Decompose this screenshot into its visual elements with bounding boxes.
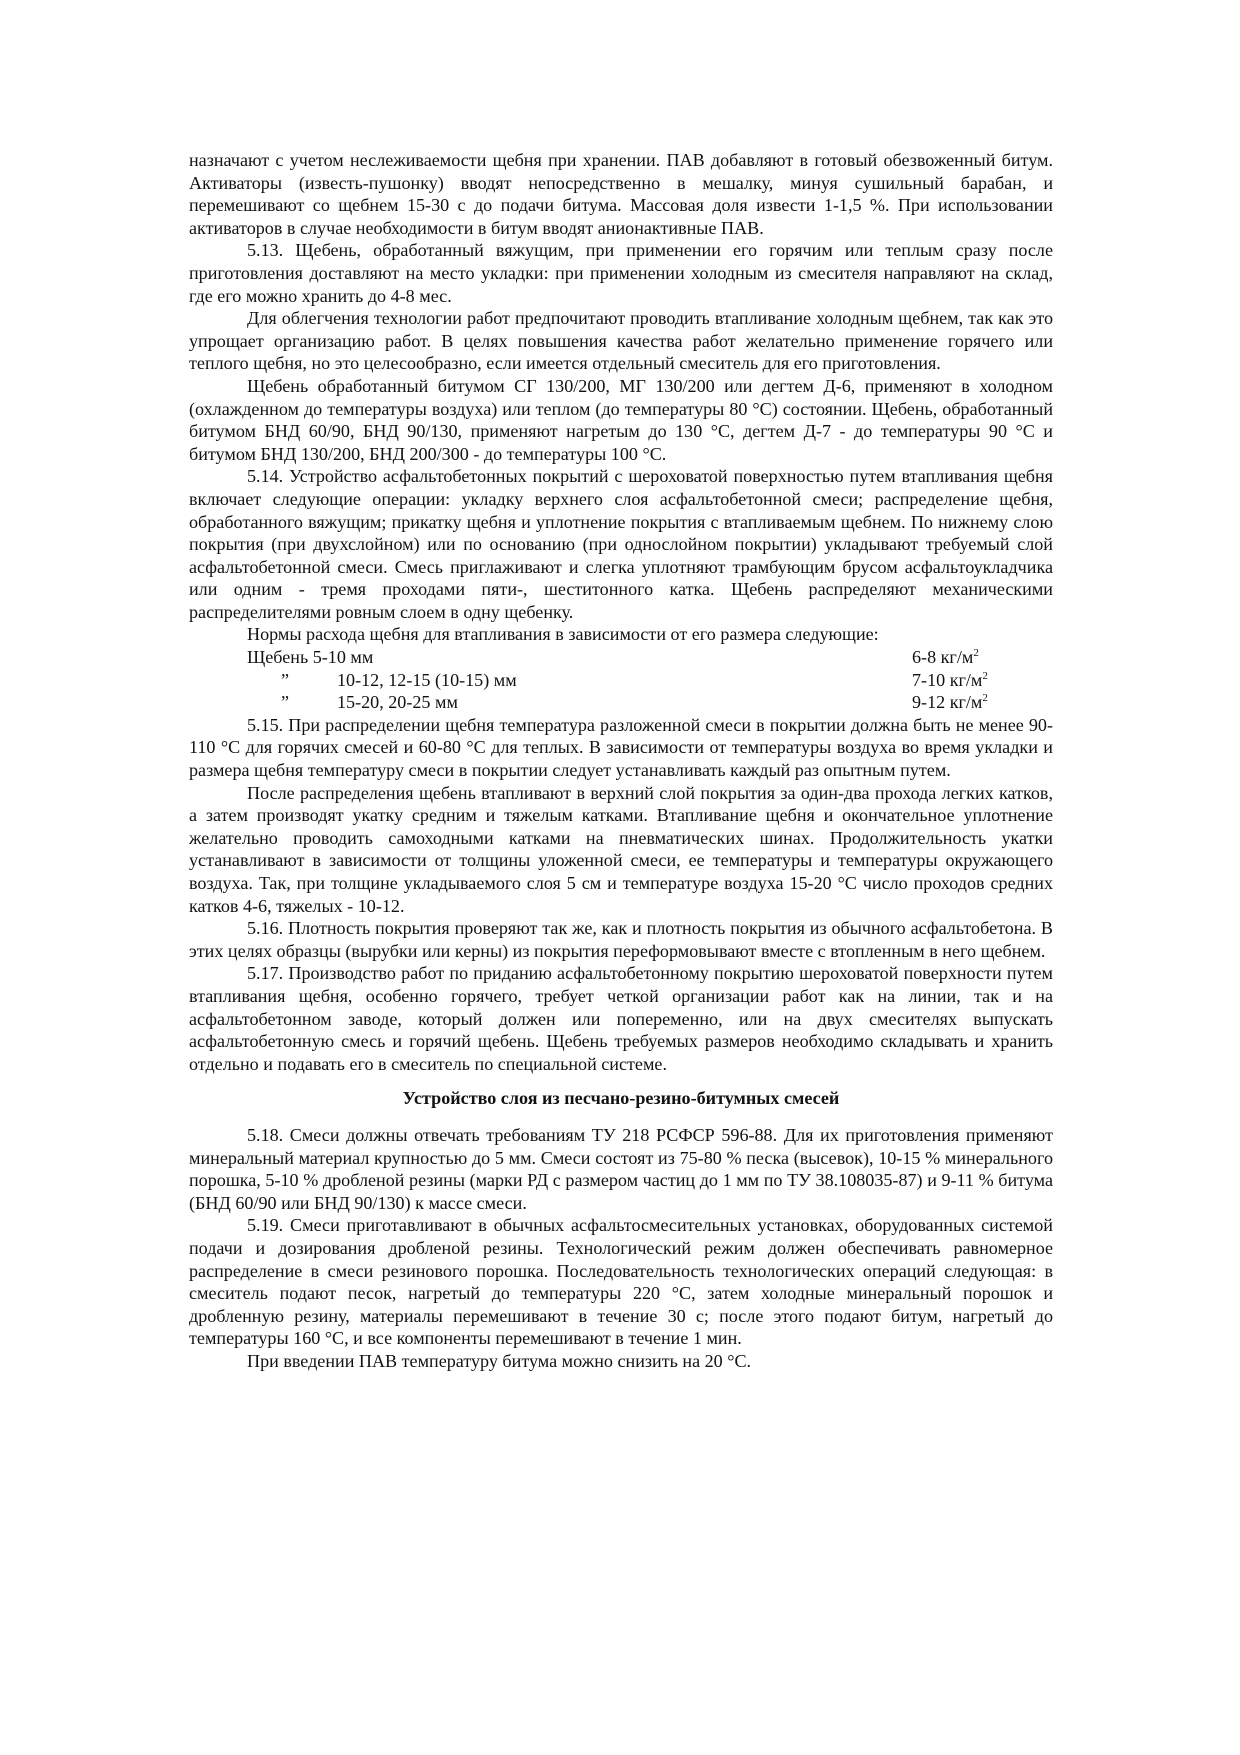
norms-rate: 6-8 $кг/м^2$ bbox=[912, 647, 979, 668]
norms-size: 10-12, 12-15 (10-15) мм bbox=[337, 669, 517, 690]
paragraph-continuation: назначают с учетом неслеживаемости щебня при хранении. ПАВ добавляют в готовый обезвоженный битум. Активаторы (известь-пушонку) вводят непосредственно в мешалку, минуя сушильный барабан, и перемешивают со щебнем 15-30 с до подачи битума. Массовая доля извести 1-1,5 %. При использовании активаторов в случае необходимости в битум вводят анионактивные ПАВ. bbox=[189, 150, 1053, 238]
norms-ditto-mark: ” bbox=[281, 669, 290, 690]
norms-row bbox=[189, 691, 1053, 714]
norms-table bbox=[189, 646, 1053, 714]
paragraph-5-15: 5.15. При распределении щебня температура разложенной смеси в покрытии должна быть не менее 90-110 °С для горячих смесей и 60-80 °С для теплых. В зависимости от температуры воздуха во время укладки и размера щебня температуру смеси в покрытии следует устанавливать каждый раз опытным путем. bbox=[189, 714, 1053, 781]
paragraph-5-17: 5.17. Производство работ по приданию асфальтобетонному покрытию шероховатой поверхности путем втапливания щебня, особенно горячего, требует четкой организации работ как на линии, так и на асфальтобетонном заводе, который должен или попеременно, или на двух смесителях выпускать асфальтобетонную смесь и горячий щебень. Щебень требуемых размеров необходимо складывать и хранить отдельно и подавать его в смеситель по специальной системе. bbox=[189, 963, 1053, 1074]
section-heading: Устройство слоя из песчано-резино-битумных смесей bbox=[402, 1088, 840, 1109]
paragraph-5-14: 5.14. Устройство асфальтобетонных покрытий с шероховатой поверхностью путем втапливания щебня включает следующие операции: укладку верхнего слоя асфальтобетонной смеси; распределение щебня, обработанного вяжущим; прикатку щебня и уплотнение покрытия с втапливаемым щебнем. По нижнему слою покрытия (при двухслойном) или по основанию (при однослойном покрытии) укладывают требуемый слой асфальтобетонной смеси. Смесь приглаживают и слегка уплотняют трамбующим брусом асфальтоукладчика или одним - тремя проходами пяти-, шеститонного катка. Щебень распределяют механическими распределителями ровным слоем в одну щебенку. bbox=[189, 466, 1053, 622]
norms-row bbox=[189, 646, 1053, 669]
paragraph-norms-intro: Нормы расхода щебня для втапливания в зависимости от его размера следующие: bbox=[247, 624, 879, 645]
paragraph-5-13-temperatures: Щебень обработанный битумом СГ 130/200, МГ 130/200 или дегтем Д-6, применяют в холодном (охлажденном до температуры воздуха) или теплом (до температуры 80 °С) состоянии. Щебень, обработанный битумом БНД 60/90, БНД 90/130, применяют нагретым до 130 °С, дегтем Д-7 - до температуры 90 °С и битумом БНД 130/200, БНД 200/300 - до температуры 100 °С. bbox=[189, 375, 1053, 464]
paragraph-5-16: 5.16. Плотность покрытия проверяют так же, как и плотность покрытия из обычного асфальтобетона. В этих целях образцы (вырубки или керны) из покрытия переформовывают вместе с втопленным в него щебнем. bbox=[189, 918, 1053, 961]
norms-row bbox=[189, 669, 1053, 692]
paragraph-5-19: 5.19. Смеси приготавливают в обычных асфальтосмесительных установках, оборудованных системой подачи и дозирования дробленой резины. Технологический режим должен обеспечивать равномерное распределение в смеси резинового порошка. Последовательность технологических операций следующая: в смеситель подают песок, нагретый до температуры 220 °С, затем холодные минеральный порошок и дробленную резину, материалы перемешивают в течение 30 с; после этого подают битум, нагретый до температуры 160 °С, и все компоненты перемешивают в течение 1 мин. bbox=[189, 1215, 1053, 1349]
paragraph-5-18: 5.18. Смеси должны отвечать требованиям ТУ 218 РСФСР 596-88. Для их приготовления применяют минеральный материал крупностью до 5 мм. Смеси состоят из 75-80 % песка (высевок), 10-15 % минерального порошка, 5-10 % дробленой резины (марки РД с размером частиц до 1 мм по ТУ 38.108035-87) и 9-11 % битума (БНД 60/90 или БНД 90/130) к массе смеси. bbox=[189, 1124, 1053, 1213]
document-page bbox=[189, 149, 1053, 1372]
norms-rate: 7-10 $кг/м^2$ bbox=[912, 669, 988, 690]
paragraph-5-15-rolling: После распределения щебень втапливают в верхний слой покрытия за один-два прохода легких катков, а затем производят укатку средним и тяжелым катками. Втапливание щебня и окончательное уплотнение желательно проводить самоходными катками на пневматических шинах. Продолжительность укатки устанавливают в зависимости от толщины уложенной смеси, ее температуры и температуры окружающего воздуха. Так, при толщине укладываемого слоя 5 см и температуре воздуха 15-20 °С число проходов средних катков 4-6, тяжелых - 10-12. bbox=[189, 782, 1053, 916]
norms-label: Щебень 5-10 мм bbox=[247, 647, 374, 668]
norms-size: 15-20, 20-25 мм bbox=[337, 692, 458, 713]
norms-ditto-mark: ” bbox=[281, 692, 290, 713]
paragraph-5-13: 5.13. Щебень, обработанный вяжущим, при применении его горячим или теплым сразу после приготовления доставляют на место укладки: при применении холодным из смесителя направляют на склад, где его можно хранить до 4-8 мес. bbox=[189, 240, 1053, 306]
norms-rate: 9-12 $кг/м^2$ bbox=[912, 692, 988, 713]
paragraph-5-19-surfactant: При введении ПАВ температуру битума можно снизить на 20 °С. bbox=[247, 1350, 752, 1371]
paragraph-5-13-technology: Для облегчения технологии работ предпочитают проводить втапливание холодным щебнем, так как это упрощает организацию работ. В целях повышения качества работ желательно применение горячего или теплого щебня, но это целесообразно, если имеется отдельный смеситель для его приготовления. bbox=[189, 308, 1053, 374]
